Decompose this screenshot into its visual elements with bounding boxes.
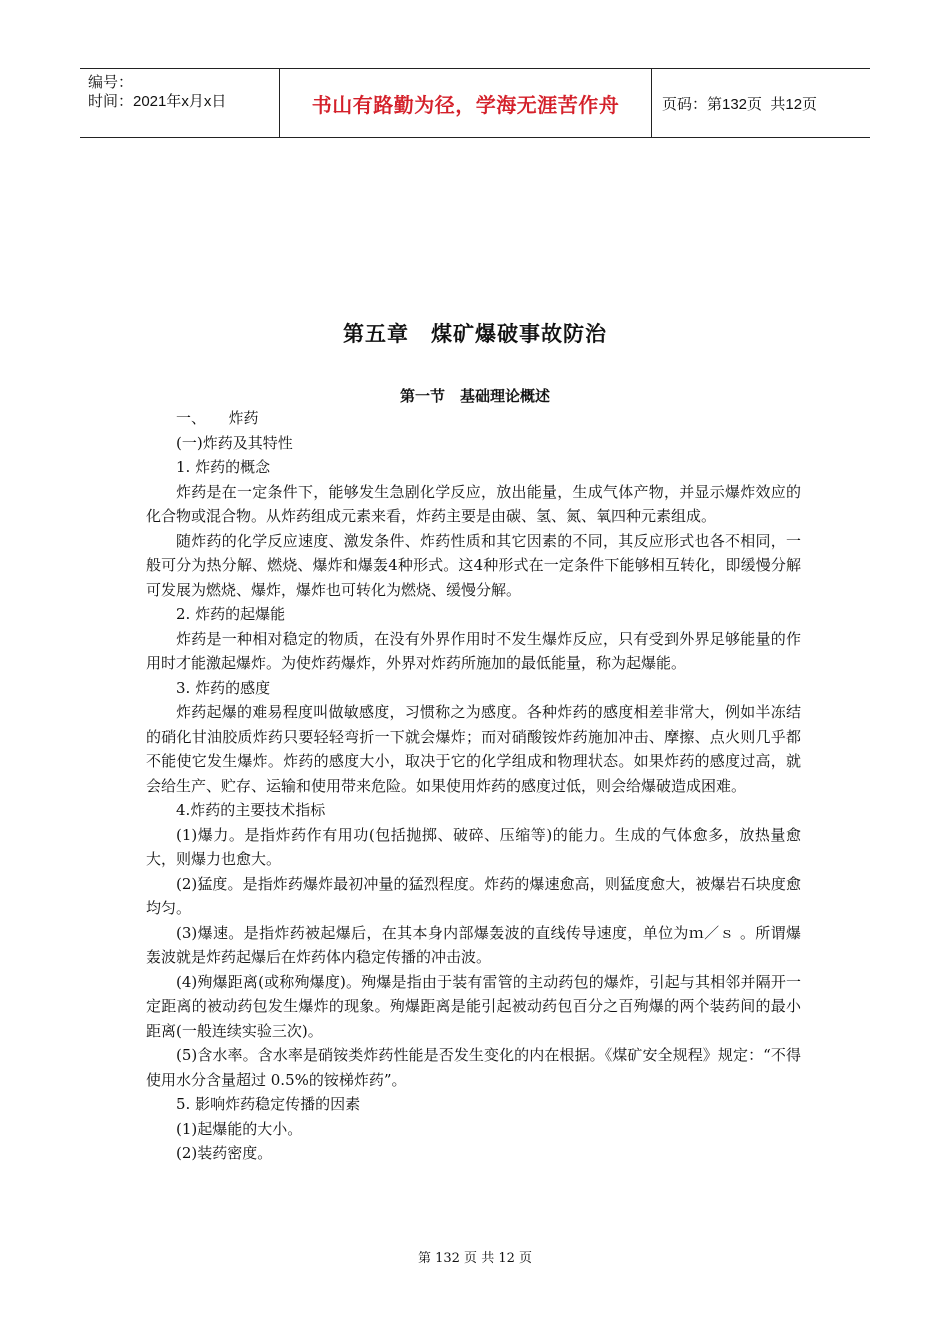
item-technical-indicators: 4.炸药的主要技术指标: [176, 801, 326, 819]
paragraph: (5)含水率。含水率是硝铵类炸药性能是否发生变化的内在根据。《煤矿安全规程》规定：“不得使用水分含量超过 0.5%的铵梯炸药”。: [146, 1046, 801, 1089]
page-label: 页码：第132页 共12页: [662, 95, 818, 113]
subheading-properties: (一)炸药及其特性: [176, 433, 293, 452]
body-text: [146, 406, 801, 1166]
header-meta: [80, 69, 280, 137]
paragraph: (4)殉爆距离(或称殉爆度)。殉爆是指由于装有雷管的主动药包的爆炸，引起与其相邻并隔开一定距离的被动药包发生爆炸的现象。殉爆距离是能引起被动药包百分之百殉爆的两个装药间的最小距离(一般连续实验三次)。: [146, 972, 801, 1040]
list-item: (1)起爆能的大小。: [176, 1119, 303, 1138]
item-initiation-energy: 2. 炸药的起爆能: [176, 605, 286, 623]
page-header: [80, 68, 870, 138]
paragraph: (1)爆力。是指炸药作有用功(包括抛掷、破碎、压缩等)的能力。生成的气体愈多，放热量愈大，则爆力也愈大。: [146, 825, 801, 868]
chapter-title: 第五章 煤矿爆破事故防治: [343, 322, 607, 346]
paragraph: (2)猛度。是指炸药爆炸最初冲量的猛烈程度。炸药的爆速愈高，则猛度愈大，被爆岩石块度愈均匀。: [146, 874, 801, 917]
paragraph: 随炸药的化学反应速度、激发条件、炸药性质和其它因素的不同，其反应形式也各不相同，一般可分为热分解、燃烧、爆炸和爆轰4种形式。这4种形式在一定条件下能够相互转化，即缓慢分解可发展为燃烧、爆炸，爆炸也可转化为燃烧、缓慢分解。: [146, 531, 801, 599]
paragraph: 炸药是一种相对稳定的物质，在没有外界作用时不发生爆炸反应，只有受到外界足够能量的作用时才能激起爆炸。为使炸药爆炸，外界对炸药所施加的最低能量，称为起爆能。: [146, 629, 801, 672]
heading-explosive: 一、 炸药: [176, 409, 259, 427]
header-motto: 书山有路勤为径，学海无涯苦作舟: [280, 69, 652, 137]
section-title: 第一节 基础理论概述: [399, 387, 550, 405]
item-propagation-factors: 5. 影响炸药稳定传播的因素: [176, 1095, 361, 1113]
paragraph: 炸药起爆的难易程度叫做敏感度，习惯称之为感度。各种炸药的感度相差非常大，例如半冻结的硝化甘油胶质炸药只要轻轻弯折一下就会爆炸；而对硝酸铵炸药施加冲击、摩擦、点火则几乎都不能使它发生爆炸。炸药的感度大小，取决于它的化学组成和物理状态。如果炸药的感度过高，就会给生产、贮存、运输和使用带来危险。如果使用炸药的感度过低，则会给爆破造成困难。: [146, 703, 801, 795]
time-label: 时间：2021年x月x日: [88, 93, 227, 110]
page-footer: 第 132 页 共 12 页: [417, 1251, 533, 1266]
number-label: 编号：: [88, 74, 134, 91]
paragraph: (3)爆速。是指炸药被起爆后，在其本身内部爆轰波的直线传导速度，单位为ｍ／ｓ 。所谓爆轰波就是炸药起爆后在炸药体内稳定传播的冲击波。: [146, 923, 801, 966]
item-sensitivity: 3. 炸药的感度: [176, 678, 271, 697]
list-item: (2)装药密度。: [176, 1144, 273, 1162]
item-concept: 1. 炸药的概念: [176, 458, 271, 476]
header-page-info: [652, 69, 870, 137]
paragraph: 炸药是在一定条件下，能够发生急剧化学反应，放出能量，生成气体产物，并显示爆炸效应的化合物或混合物。从炸药组成元素来看，炸药主要是由碳、氢、氮、氧四种元素组成。: [146, 482, 801, 525]
